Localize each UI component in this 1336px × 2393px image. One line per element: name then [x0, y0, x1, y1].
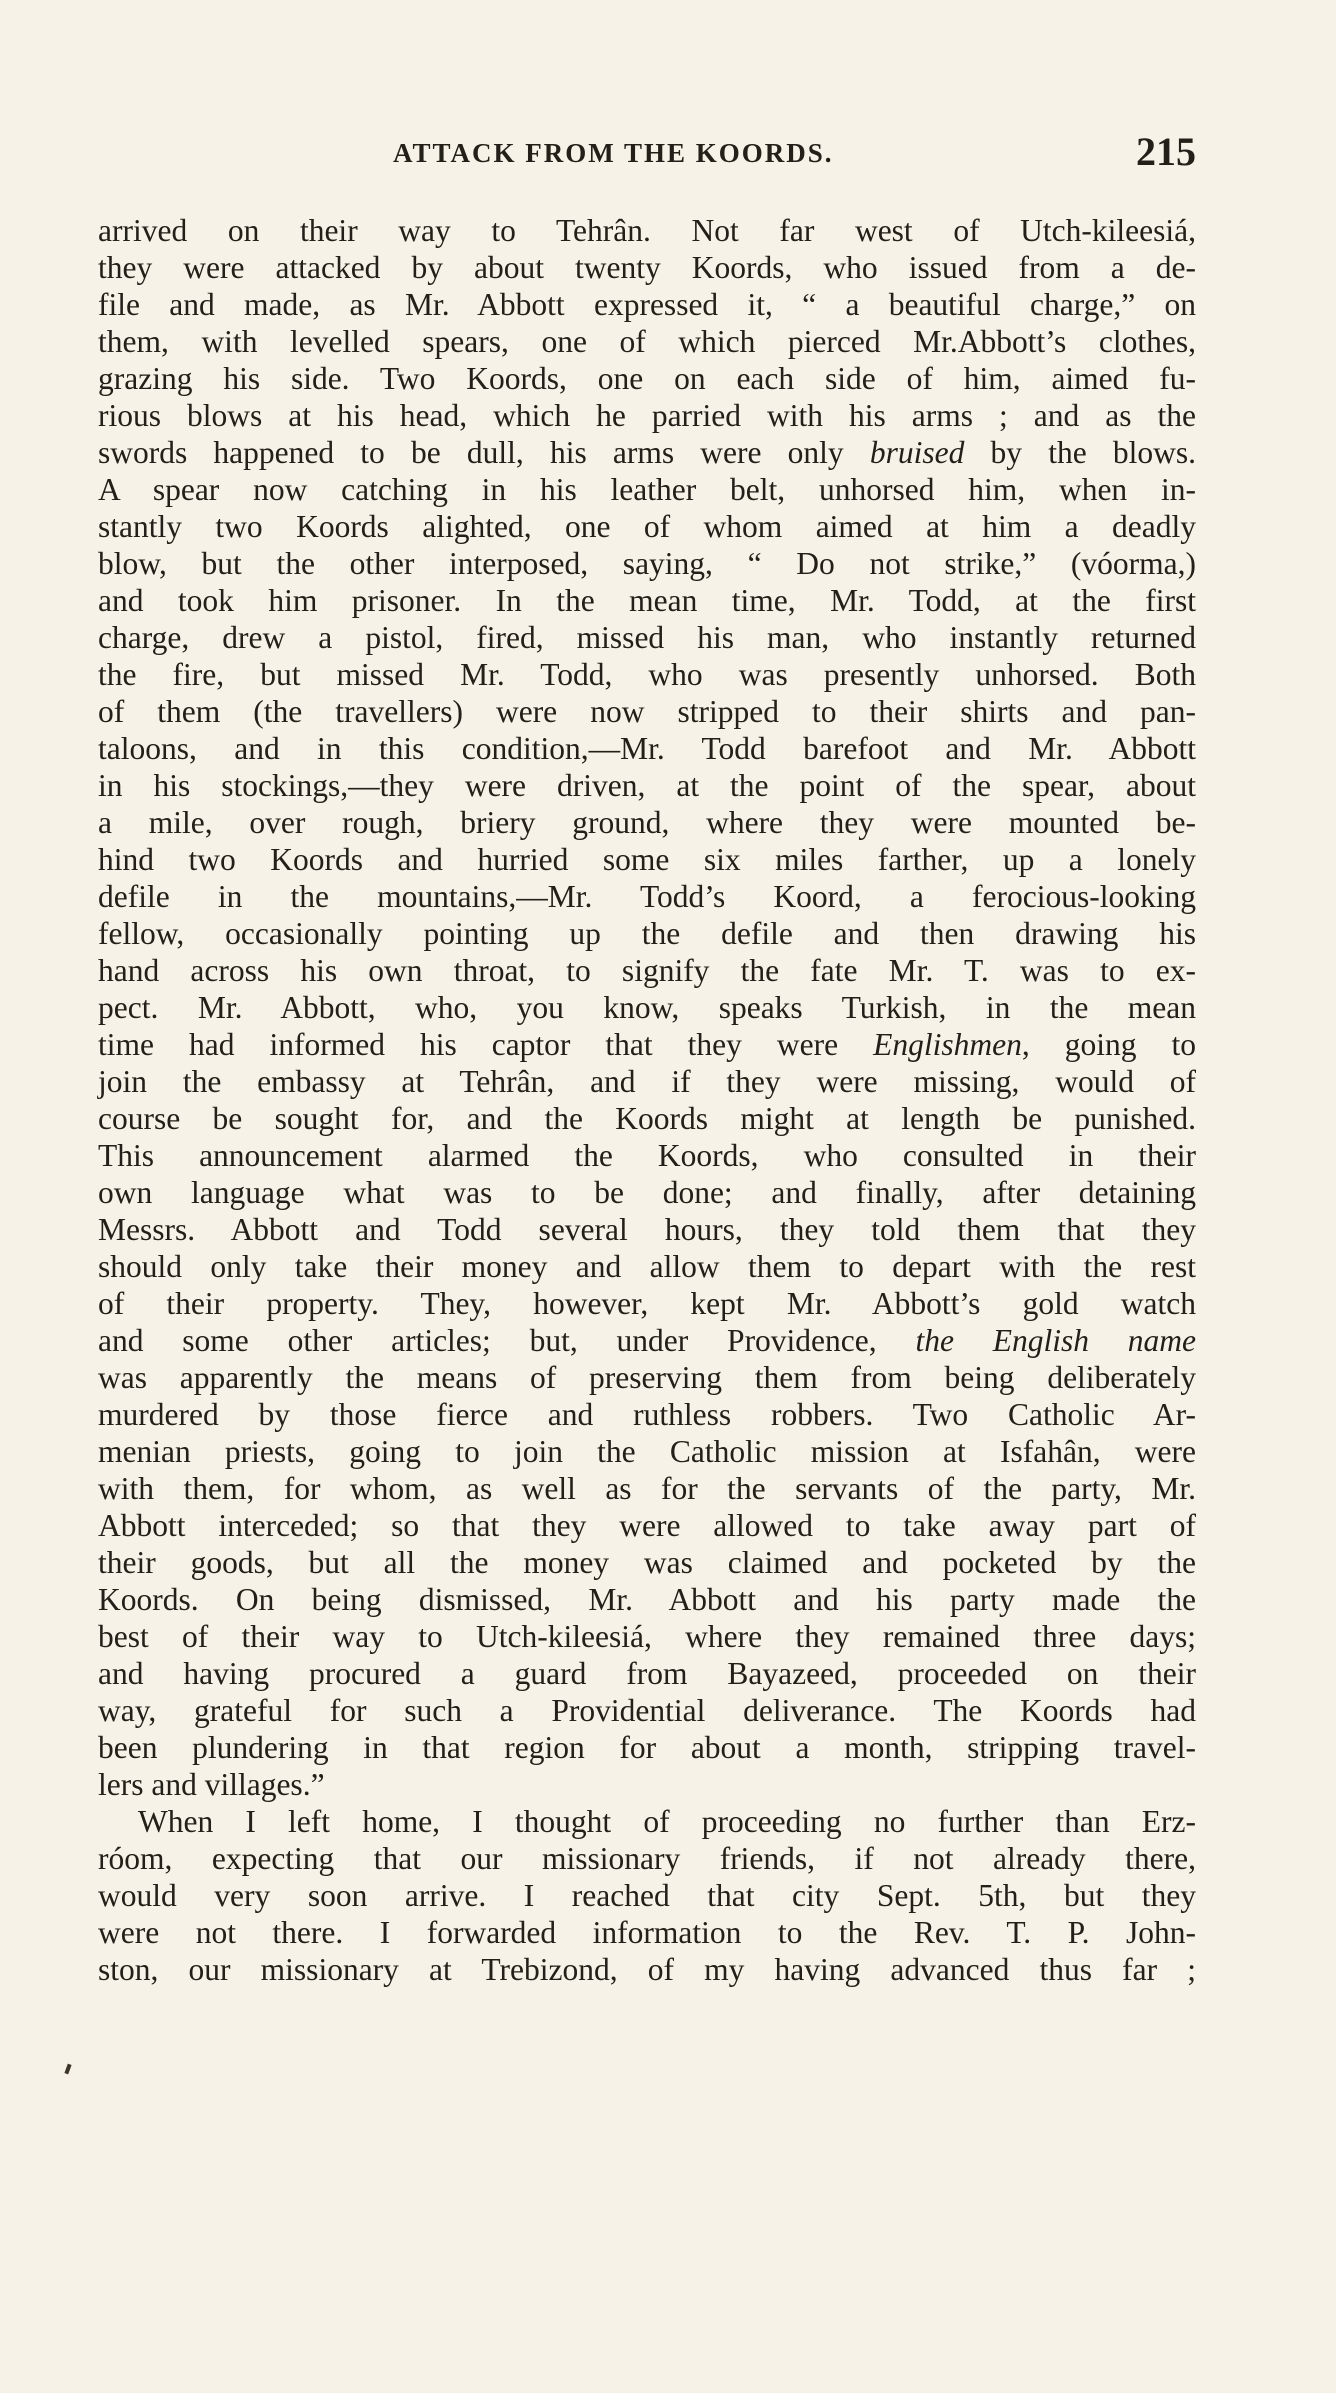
text-line: pect. Mr. Abbott, who, you know, speaks Turkish, in the mean: [98, 990, 1196, 1025]
text-line: blow, but the other interposed, saying, “ Do not strike,” (vóorma,): [98, 546, 1196, 581]
text-line: with them, for whom, as well as for the servants of the party, Mr.: [98, 1471, 1196, 1506]
text-line: and having procured a guard from Bayazeed, proceeded on their: [98, 1656, 1196, 1691]
text-line: grazing his side. Two Koords, one on each side of him, aimed fu-: [98, 361, 1196, 396]
paragraph: [98, 1803, 1196, 1988]
text-line: lers and villages.”: [98, 1767, 325, 1802]
text-segment: by the blows.: [964, 435, 1196, 470]
text-line: rious blows at his head, which he parried with his arms ; and as the: [98, 398, 1196, 433]
paragraph: [98, 212, 1196, 1803]
text-line: and took him prisoner. In the mean time, Mr. Todd, at the first: [98, 583, 1196, 618]
text-line: would very soon arrive. I reached that city Sept. 5th, but they: [98, 1878, 1196, 1913]
text-line: stantly two Koords alighted, one of whom aimed at him a deadly: [98, 509, 1196, 544]
ink-speck: [64, 2064, 71, 2075]
text-line: was apparently the means of preserving them from being deliberately: [98, 1360, 1196, 1395]
text-line: own language what was to be done; and finally, after detaining: [98, 1175, 1196, 1210]
text-line: in his stockings,—they were driven, at the point of the spear, about: [98, 768, 1196, 803]
text-line: the fire, but missed Mr. Todd, who was presently unhorsed. Both: [98, 657, 1196, 692]
text-line: [98, 434, 1196, 471]
page-number: 215: [1136, 129, 1196, 174]
text-segment: swords happened to be dull, his arms were only: [98, 435, 870, 470]
text-segment: , going to: [1021, 1027, 1196, 1062]
text-line: Messrs. Abbott and Todd several hours, they told them that they: [98, 1212, 1196, 1247]
text-line: they were attacked by about twenty Koords, who issued from a de-: [98, 250, 1196, 285]
text-line: Koords. On being dismissed, Mr. Abbott and his party made the: [98, 1582, 1196, 1617]
text-line: of their property. They, however, kept Mr. Abbott’s gold watch: [98, 1286, 1196, 1321]
text-segment: and some other articles; but, under Providence,: [98, 1323, 916, 1358]
text-line: This announcement alarmed the Koords, who consulted in their: [98, 1138, 1196, 1173]
text-line: ston, our missionary at Trebizond, of my having advanced thus far ;: [98, 1952, 1196, 1987]
text-line: arrived on their way to Tehrân. Not far west of Utch-kileesiá,: [98, 213, 1196, 248]
text-line: murdered by those fierce and ruthless robbers. Two Catholic Ar-: [98, 1397, 1196, 1432]
body-text: [98, 212, 1196, 1988]
text-line: hand across his own throat, to signify the fate Mr. T. was to ex-: [98, 953, 1196, 988]
italic-text: Englishmen: [873, 1027, 1022, 1062]
text-line: should only take their money and allow them to depart with the rest: [98, 1249, 1196, 1284]
text-line: of them (the travellers) were now stripped to their shirts and pan-: [98, 694, 1196, 729]
text-line: róom, expecting that our missionary friends, if not already there,: [98, 1841, 1196, 1876]
text-line: been plundering in that region for about a month, stripping travel-: [98, 1730, 1196, 1765]
text-line: When I left home, I thought of proceeding no further than Erz-: [138, 1804, 1196, 1839]
text-line: taloons, and in this condition,—Mr. Todd barefoot and Mr. Abbott: [98, 731, 1196, 766]
text-line: charge, drew a pistol, fired, missed his man, who instantly returned: [98, 620, 1196, 655]
running-head: ATTACK FROM THE KOORDS.: [393, 138, 834, 168]
text-line: a mile, over rough, briery ground, where they were mounted be-: [98, 805, 1196, 840]
text-line: course be sought for, and the Koords might at length be punished.: [98, 1101, 1196, 1136]
text-line: them, with levelled spears, one of which pierced Mr.Abbott’s clothes,: [98, 324, 1196, 359]
italic-text: the English name: [915, 1323, 1197, 1358]
text-line: [98, 1026, 1196, 1063]
page-header: [98, 128, 1196, 188]
text-line: join the embassy at Tehrân, and if they were missing, would of: [98, 1064, 1196, 1099]
text-line: file and made, as Mr. Abbott expressed it, “ a beautiful charge,” on: [98, 287, 1196, 322]
text-line: fellow, occasionally pointing up the defile and then drawing his: [98, 916, 1196, 951]
text-line: hind two Koords and hurried some six miles farther, up a lonely: [98, 842, 1196, 877]
text-line: [98, 1322, 1196, 1359]
text-line: best of their way to Utch-kileesiá, where they remained three days;: [98, 1619, 1196, 1654]
text-line: Abbott interceded; so that they were allowed to take away part of: [98, 1508, 1196, 1543]
text-segment: time had informed his captor that they were: [98, 1027, 874, 1062]
text-line: defile in the mountains,—Mr. Todd’s Koord, a ferocious-looking: [98, 879, 1196, 914]
text-line: were not there. I forwarded information to the Rev. T. P. John-: [98, 1915, 1196, 1950]
italic-text: bruised: [869, 435, 965, 470]
text-line: their goods, but all the money was claimed and pocketed by the: [98, 1545, 1196, 1580]
text-line: A spear now catching in his leather belt, unhorsed him, when in-: [98, 472, 1196, 507]
text-line: menian priests, going to join the Catholic mission at Isfahân, were: [98, 1434, 1196, 1469]
text-line: way, grateful for such a Providential deliverance. The Koords had: [98, 1693, 1196, 1728]
